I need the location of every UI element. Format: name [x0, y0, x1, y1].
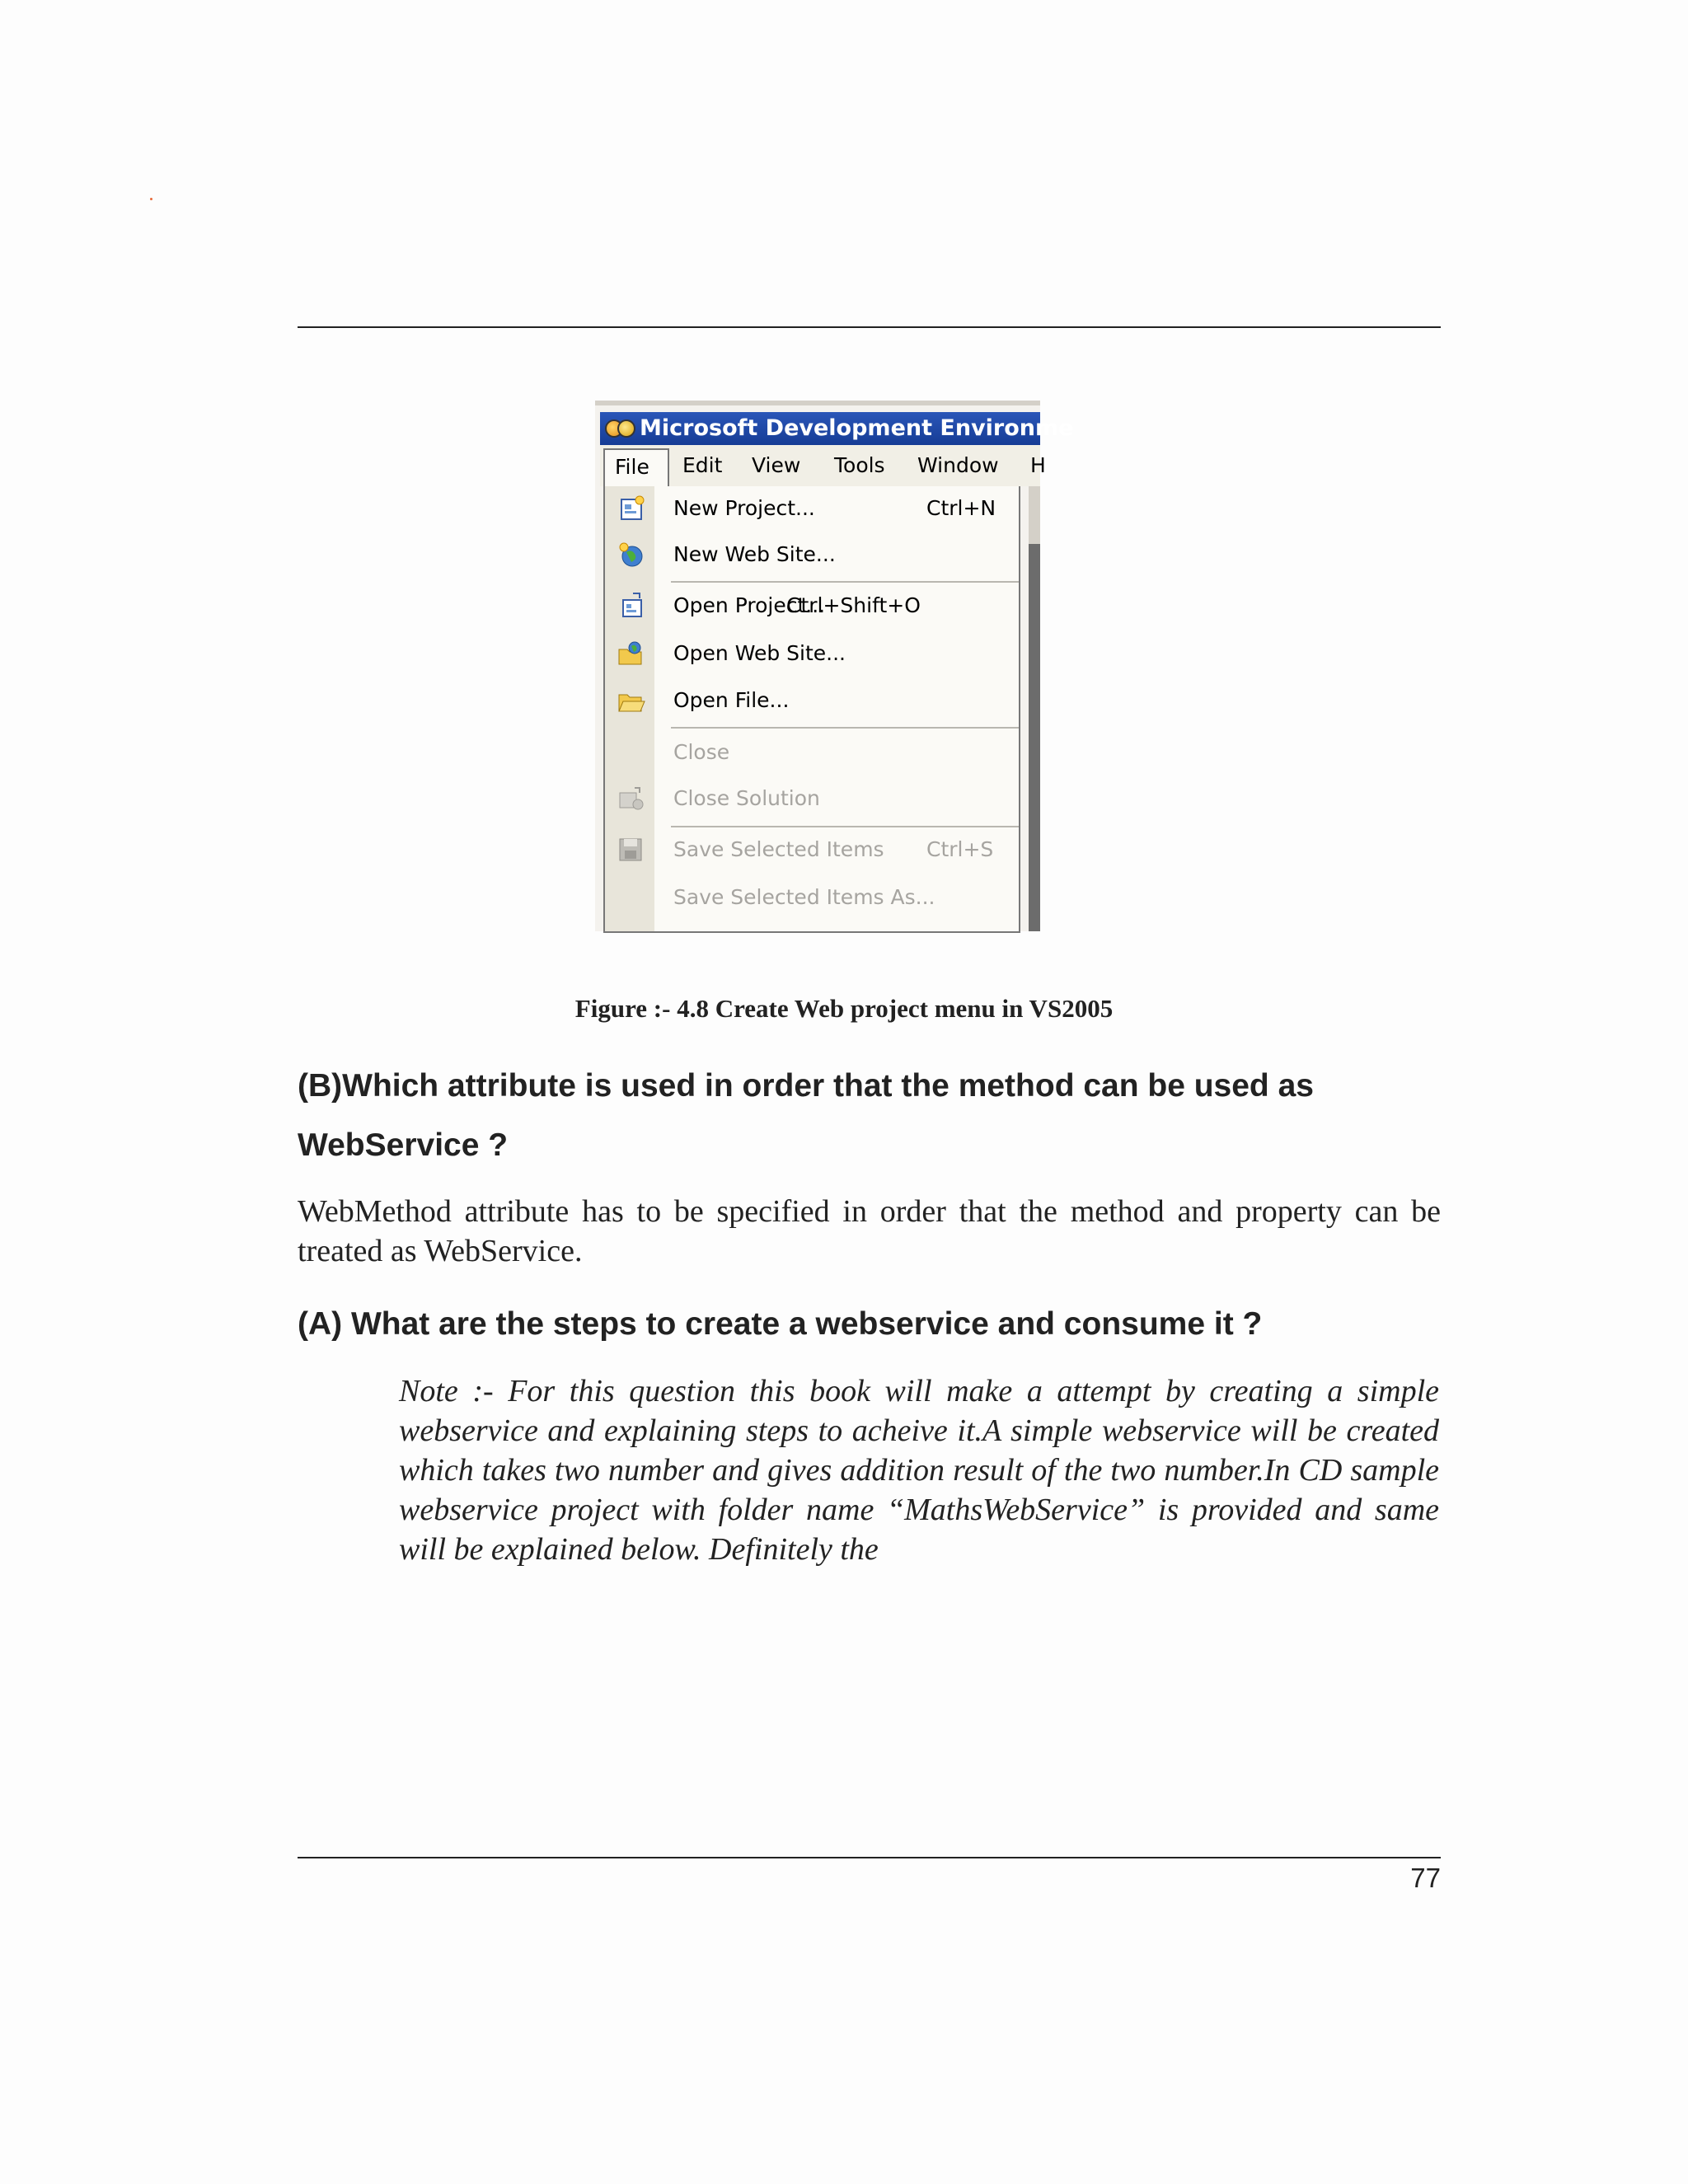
file-dropdown-menu	[603, 486, 1020, 933]
menu-item-open-file[interactable]: Open File...	[605, 678, 1019, 724]
menu-file[interactable]: File	[603, 448, 669, 486]
menu-item-open-project[interactable]: Open Project... Ctrl+Shift+O	[605, 583, 1019, 630]
menu-separator	[671, 581, 1019, 583]
open-web-site-icon	[617, 640, 646, 668]
folder-icon	[617, 687, 646, 715]
figure-caption: Figure :- 4.8 Create Web project menu in VS2005	[574, 994, 1114, 1023]
menu-help[interactable]: H	[1030, 453, 1046, 477]
window-title-bar	[600, 412, 1074, 445]
question-b-heading-line2: WebService ?	[298, 1127, 509, 1163]
new-project-icon	[617, 494, 646, 523]
question-b-answer: WebMethod attribute has to be specified in order that the method and property can be treated as WebService.	[298, 1194, 1441, 1268]
background-scrollbar	[1029, 486, 1040, 931]
question-b-heading-line1: (B)Which attribute is used in order that the method can be used as	[298, 1068, 1314, 1104]
close-solution-icon	[617, 785, 646, 813]
menu-item-open-web-site[interactable]: Open Web Site...	[605, 631, 1019, 677]
window-title: Microsoft Development Environme	[640, 415, 1074, 441]
menu-item-save-selected-items[interactable]: Save Selected Items Ctrl+S	[605, 827, 1019, 874]
menu-view[interactable]: View	[752, 453, 801, 477]
screenshot-figure	[595, 401, 1074, 931]
menu-separator	[671, 727, 1019, 729]
question-a-note: Note :- For this question this book will make a attempt by creating a simple webservice and explaining steps to acheive it.A simple webservice will be created which takes two number and gives addition result of the two number.In CD sample webservice project with folder name “MathsWebService” is provided and same will be explained below. Definitely the	[399, 1374, 1439, 1567]
menu-item-new-web-site[interactable]: New Web Site...	[605, 532, 1019, 579]
menu-item-save-selected-items-as[interactable]: Save Selected Items As...	[673, 885, 935, 909]
stray-mark	[150, 198, 152, 200]
open-project-icon	[617, 592, 646, 620]
app-logo-icon	[605, 418, 635, 438]
menu-item-close[interactable]: Close	[673, 740, 730, 764]
menu-item-new-project[interactable]: New Project... Ctrl+N	[605, 486, 1019, 532]
footer-rule	[298, 1857, 1441, 1858]
globe-icon	[617, 541, 646, 569]
menu-bar	[600, 445, 1046, 486]
menu-edit[interactable]: Edit	[682, 453, 723, 477]
menu-window[interactable]: Window	[917, 453, 999, 477]
menu-item-close-solution[interactable]: Close Solution	[605, 776, 1019, 823]
save-icon	[617, 836, 646, 864]
question-a-heading: (A) What are the steps to create a webservice and consume it ?	[298, 1306, 1263, 1342]
header-rule	[298, 326, 1441, 328]
menu-tools[interactable]: Tools	[834, 453, 885, 477]
page-number: 77	[1410, 1863, 1441, 1893]
